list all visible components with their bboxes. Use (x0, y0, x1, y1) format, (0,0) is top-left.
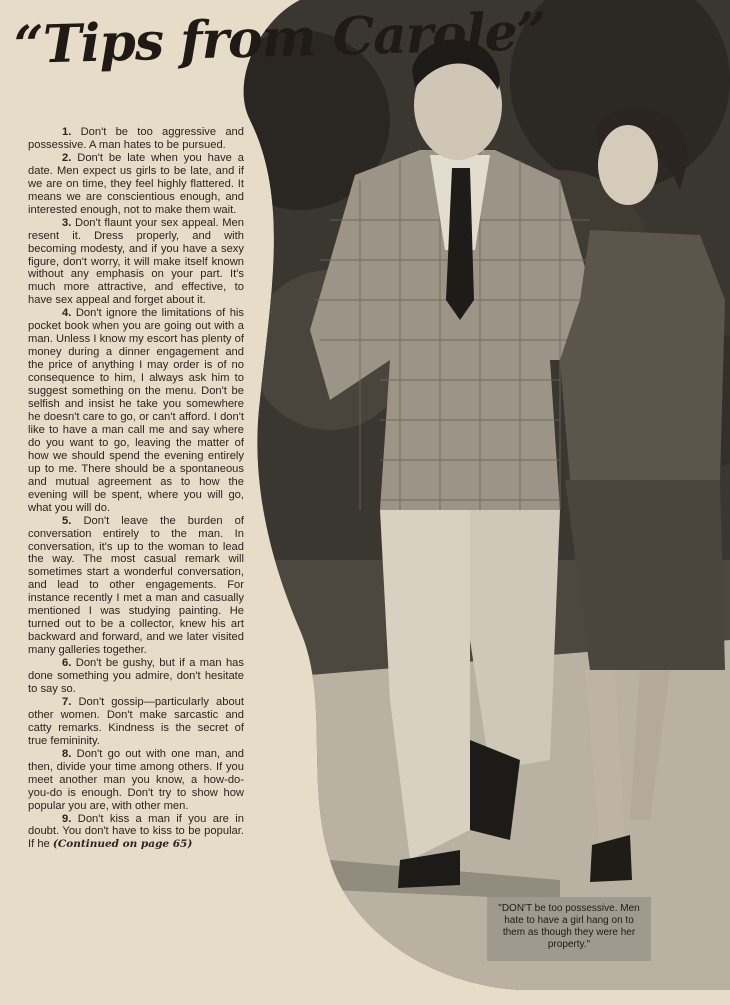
tip-text: Don't be gushy, but if a man has done something you admire, don't hesitate to say so. (28, 657, 245, 695)
tip-number: 4. (62, 307, 72, 320)
photo-caption: "DON'T be too possessive. Men hate to have a girl hang on to them as though they were her property." (487, 897, 651, 961)
tip-text: Don't ignore the limitations of his pocket book when you are going out with a man. Unless I know my escort has plenty of money during a dinner engagement and the price of anything I may order is of no consequence to him, I always ask him to suggest something on the menu. Don't be selfish and insist he take you somewhere he doesn't care to go, or can't afford. I don't like to have a man call me and say where do you want to go, leaving the matter of how we should spend the evening entirely up to me. There should be a spontaneous and mutual agreement as to how the evening will be spent, where you will go, what you will do. (28, 307, 244, 514)
tip-text: Don't gossip—particularly about other women. Don't make sarcastic and catty remarks. Kindness is the secret of true femininity. (28, 695, 244, 747)
tip-3 (28, 217, 244, 308)
headline: “Tips from Carole” (13, 1, 547, 76)
tip-4 (28, 307, 244, 514)
tip-2 (28, 152, 244, 217)
tip-text: Don't be late when you have a date. Men expect us girls to be late, and if we are on time, they feel highly flattered. It means we are conscientious enough, and interested enough, not to make them wait. (28, 151, 245, 216)
tip-number: 9. (62, 812, 72, 825)
continued-link[interactable]: (Continued on page 65) (52, 838, 193, 851)
tip-number: 3. (62, 216, 72, 229)
tip-7 (28, 696, 244, 748)
tip-number: 6. (62, 657, 72, 670)
tip-number: 7. (62, 695, 72, 708)
tip-9 (28, 813, 244, 852)
tip-number: 2. (62, 151, 72, 164)
tip-text: Don't go out with one man, and then, divide your time among others. If you meet another man you know, a how-do-you-do is enough. Don't try to show how popular you are, with other men. (28, 747, 245, 812)
tip-number: 8. (62, 747, 72, 760)
tip-number: 5. (62, 514, 72, 527)
tip-5 (28, 515, 244, 657)
tip-text: Don't leave the burden of conversation entirely to the man. In conversation, it's up to the woman to lead the way. The most casual remark will sometimes start a wonderful conversation, and lead to other engagements. For instance recently I met a man and casually mentioned I was studying painting. He turned out to be a collector, knew his art backward and forward, and we later visited many galleries together. (28, 514, 245, 657)
tip-number: 1. (62, 126, 72, 138)
tip-text: Don't kiss a man if you are in doubt. You don't have to kiss to be popular. If he (28, 812, 244, 851)
tips-column (28, 126, 244, 851)
tip-6 (28, 657, 244, 696)
tip-8 (28, 748, 244, 813)
tip-text: Don't be too aggressive and possessive. A man hates to be pursued. (28, 126, 245, 151)
tip-1 (28, 126, 244, 152)
tip-text: Don't flaunt your sex appeal. Men resent it. Dress properly, and with becoming modesty, and if you have a sexy figure, don't worry, it will make itself known without any emphasis on your part. It's much more attractive, and effective, to have sex appeal and forget about it. (28, 216, 244, 307)
